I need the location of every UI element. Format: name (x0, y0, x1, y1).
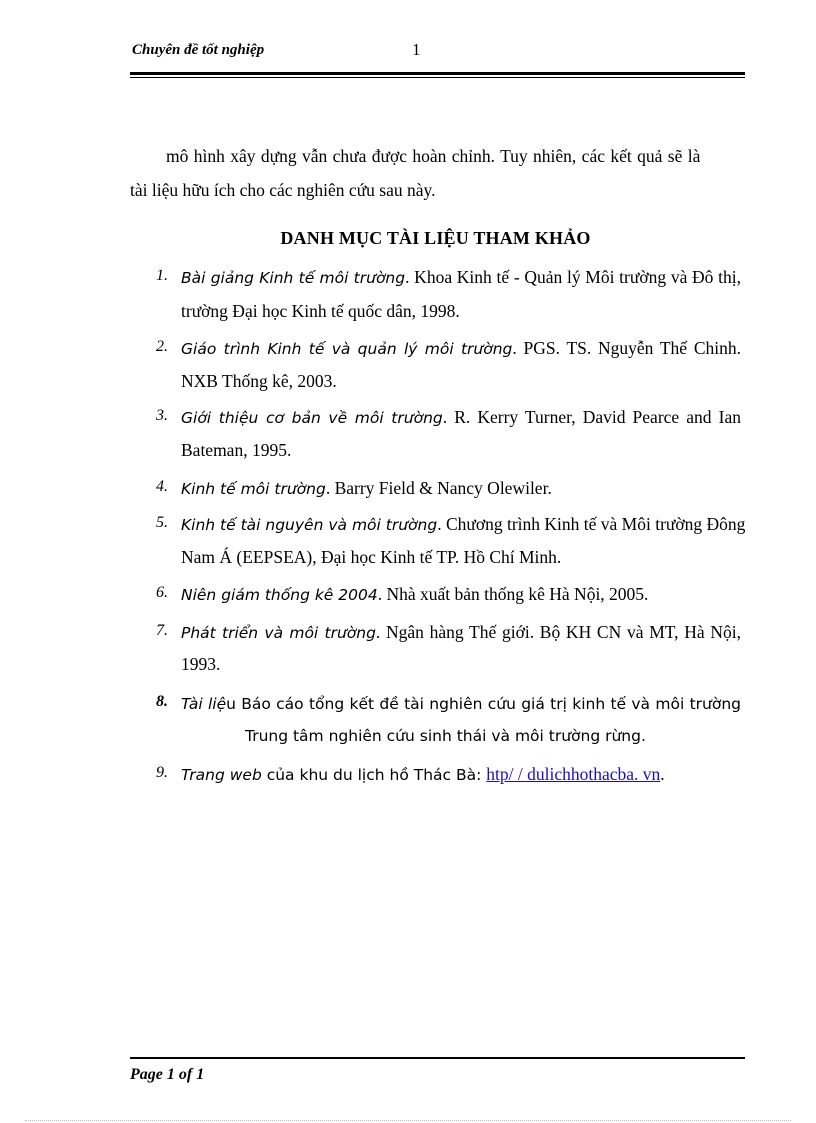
reference-line-1 (181, 267, 741, 288)
footer-page-label: Page 1 of 1 (130, 1066, 205, 1083)
reference-title: Trang web (181, 766, 262, 784)
reference-line-1 (181, 622, 741, 643)
references-heading: DANH MỤC TÀI LIỆU THAM KHẢO (280, 228, 591, 248)
reference-line-1 (181, 514, 746, 535)
reference-number: 3. (156, 407, 168, 424)
reference-detail: . PGS. TS. Nguyễn Thế Chinh. (512, 338, 741, 358)
reference-detail: . R. Kerry Turner, David Pearce and Ian (442, 407, 741, 427)
header-page-number: 1 (412, 40, 421, 59)
reference-title: Giáo trình Kinh tế và quản lý môi trường (181, 340, 513, 358)
reference-line-2: 1993. (181, 654, 221, 674)
reference-number: 5. (156, 514, 168, 531)
reference-title: Kinh tế môi trường (181, 480, 326, 498)
reference-number: 2. (156, 338, 168, 355)
reference-detail: . Nhà xuất bản thống kê Hà Nội, 2005. (377, 584, 649, 604)
reference-number: 1. (156, 267, 168, 284)
reference-line-2: trường Đại học Kinh tế quốc dân, 1998. (181, 301, 460, 321)
reference-link[interactable]: htp/ / dulichhothacba. vn (486, 764, 661, 784)
reference-line-1 (181, 584, 648, 605)
reference-title: Phát triển và môi trường (181, 624, 376, 642)
reference-detail: . Ngân hàng Thế giới. Bộ KH CN và MT, Hà Nội, (375, 622, 741, 642)
reference-detail: . Chương trình Kinh tế và Môi trường Đông (437, 514, 746, 534)
page-header (130, 42, 744, 66)
header-rule-thin (130, 77, 745, 78)
intro-line-2: tài liệu hữu ích cho các nghiên cứu sau này. (130, 180, 436, 200)
reference-title: Giới thiệu cơ bản về môi trường (181, 409, 443, 427)
footer-rule (130, 1057, 745, 1059)
reference-number: 4. (156, 478, 168, 495)
page-bottom-border (25, 1120, 791, 1121)
reference-detail: u Báo cáo tổng kết đề tài nghiên cứu giá trị kinh tế và môi trường (226, 695, 741, 713)
reference-line-2: NXB Thống kê, 2003. (181, 371, 337, 391)
reference-line-2: Nam Á (EEPSEA), Đại học Kinh tế TP. Hồ Chí Minh. (181, 547, 562, 567)
reference-line-1 (181, 478, 552, 499)
reference-end: . (660, 764, 665, 784)
reference-number: 7. (156, 622, 168, 639)
header-rule-thick (130, 72, 745, 75)
reference-title: Bài giảng Kinh tế môi trường (181, 269, 406, 287)
reference-detail: của khu du lịch hồ Thác Bà: (261, 766, 487, 784)
reference-number: 8. (156, 693, 168, 710)
reference-title: Tài liệ (181, 695, 227, 713)
reference-title: Kinh tế tài nguyên và môi trường (181, 516, 438, 534)
intro-line-1: mô hình xây dựng vẫn chưa được hoàn chỉnh. Tuy nhiên, các kết quả sẽ là (166, 146, 701, 166)
reference-number: 9. (156, 764, 168, 781)
reference-detail: . Khoa Kinh tế - Quản lý Môi trường và Đô thị, (405, 267, 741, 287)
reference-line-2: Trung tâm nghiên cứu sinh thái và môi trường rừng. (245, 727, 646, 745)
header-title: Chuyên đề tốt nghiệp (132, 42, 265, 58)
reference-title: Niên giám thống kê 2004 (181, 586, 378, 604)
reference-detail: . Barry Field & Nancy Olewiler. (325, 478, 552, 498)
reference-line-1 (181, 407, 741, 428)
reference-line-1 (181, 693, 741, 714)
reference-line-1 (181, 338, 741, 359)
reference-line-1 (181, 764, 665, 785)
reference-number: 6. (156, 584, 168, 601)
reference-line-2: Bateman, 1995. (181, 440, 292, 460)
